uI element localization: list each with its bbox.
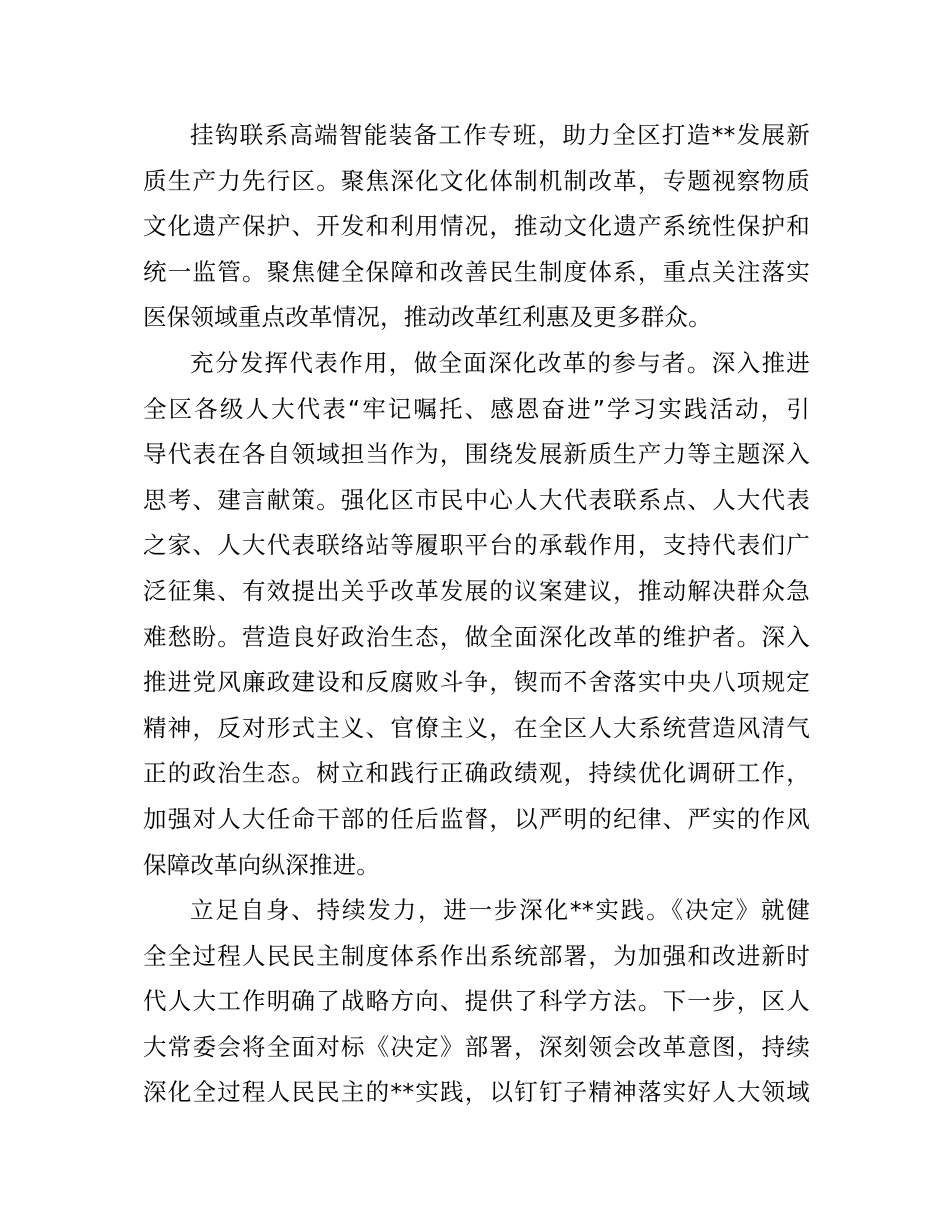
- paragraph-1: [143, 113, 810, 341]
- text-line: 泛征集、有效提出关乎改革发展的议案建议，推动解决群众急: [143, 576, 810, 605]
- text-line: 深化全过程人民民主的**实践，以钉钉子精神落实好人大领域: [143, 1078, 810, 1107]
- text-line: 推进党风廉政建设和反腐败斗争，锲而不舍落实中央八项规定: [143, 668, 810, 697]
- text-line: 代人大工作明确了战略方向、提供了科学方法。下一步，区人: [143, 987, 810, 1016]
- paragraph-2: [143, 341, 810, 888]
- text-line: 医保领域重点改革情况，推动改革红利惠及更多群众。: [143, 303, 712, 332]
- text-line: 大常委会将全面对标《决定》部署，深刻领会改革意图，持续: [143, 1032, 810, 1061]
- text-line: 全区各级人大代表“牢记嘱托、感恩奋进”学习实践活动，引: [143, 394, 810, 423]
- text-line: 充分发挥代表作用，做全面深化改革的参与者。深入推进: [190, 348, 810, 377]
- text-line: 统一监管。聚焦健全保障和改善民生制度体系，重点关注落实: [143, 257, 810, 286]
- document-page: [143, 113, 810, 1116]
- text-line: 文化遗产保护、开发和利用情况，推动文化遗产系统性保护和: [143, 212, 810, 241]
- text-line: 正的政治生态。树立和践行正确政绩观，持续优化调研工作，: [143, 759, 810, 788]
- text-line: 立足自身、持续发力，进一步深化**实践。《决定》就健: [190, 896, 810, 925]
- text-line: 全全过程人民民主制度体系作出系统部署，为加强和改进新时: [143, 941, 810, 970]
- text-line: 精神，反对形式主义、官僚主义，在全区人大系统营造风清气: [143, 713, 810, 742]
- text-line: 质生产力先行区。聚焦深化文化体制机制改革，专题视察物质: [143, 166, 810, 195]
- text-line: 保障改革向纵深推进。: [143, 850, 380, 879]
- text-line: 加强对人大任命干部的任后监督，以严明的纪律、严实的作风: [143, 804, 810, 833]
- text-line: 之家、人大代表联络站等履职平台的承载作用，支持代表们广: [143, 531, 810, 560]
- text-line: 导代表在各自领域担当作为，围绕发展新质生产力等主题深入: [143, 440, 810, 469]
- paragraph-3: [143, 888, 810, 1116]
- text-line: 思考、建言献策。强化区市民中心人大代表联系点、人大代表: [143, 485, 810, 514]
- text-line: 挂钩联系高端智能装备工作专班，助力全区打造**发展新: [190, 121, 810, 149]
- text-line: 难愁盼。营造良好政治生态，做全面深化改革的维护者。深入: [143, 622, 810, 651]
